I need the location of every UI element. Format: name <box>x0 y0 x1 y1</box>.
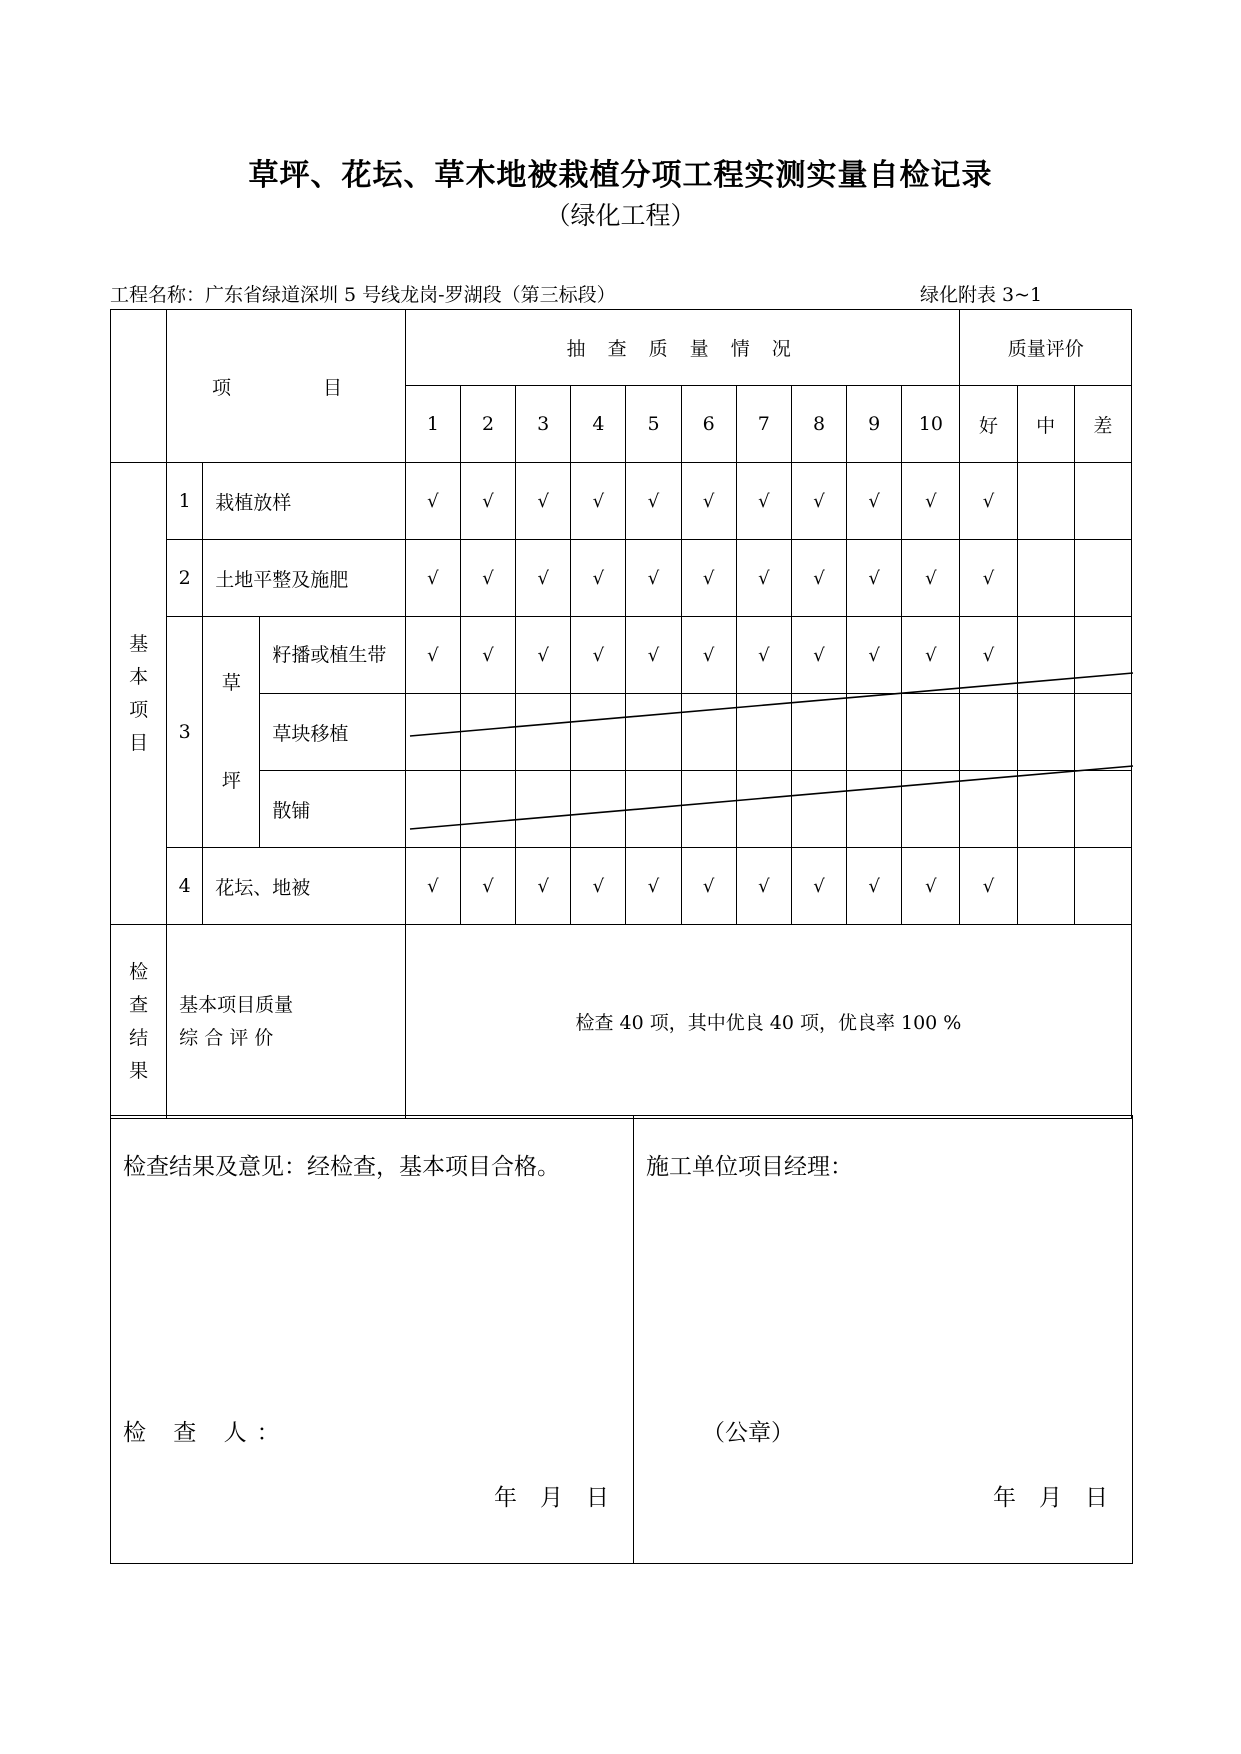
inspection-opinion: 检查结果及意见：经检查，基本项目合格。 <box>123 1154 560 1180</box>
inspector-label: 检 查 人： <box>123 1420 290 1446</box>
date-right: 年 月 日 <box>993 1485 1108 1511</box>
result-item: 基本项目质量 综 合 评 价 <box>167 925 406 1119</box>
col-header: 2 <box>460 386 515 463</box>
check-mark: √ <box>405 617 460 694</box>
grade-cell <box>1017 848 1074 925</box>
check-mark: √ <box>902 617 960 694</box>
check-mark: √ <box>460 540 515 617</box>
check-mark: √ <box>902 540 960 617</box>
col-header: 9 <box>847 386 902 463</box>
check-mark: √ <box>460 848 515 925</box>
check-mark: √ <box>405 540 460 617</box>
check-mark: √ <box>571 617 626 694</box>
check-mark: √ <box>681 540 736 617</box>
col-header: 8 <box>791 386 846 463</box>
check-mark: √ <box>960 617 1017 694</box>
col-header: 6 <box>681 386 736 463</box>
row-number: 4 <box>167 848 203 925</box>
check-mark: √ <box>736 617 791 694</box>
check-mark: √ <box>626 540 681 617</box>
row-name: 草块移植 <box>260 694 405 771</box>
seal-label: （公章） <box>702 1420 794 1446</box>
row-name: 籽播或植生带 <box>260 617 405 694</box>
check-mark: √ <box>736 848 791 925</box>
grade-cell <box>1017 463 1074 540</box>
check-mark: √ <box>405 848 460 925</box>
check-mark: √ <box>736 463 791 540</box>
form-subtitle: （绿化工程） <box>545 201 696 230</box>
check-mark: √ <box>460 463 515 540</box>
check-mark: √ <box>626 617 681 694</box>
inspection-table <box>110 309 1132 1119</box>
lawn-group-label: 草 坪 <box>203 617 260 848</box>
evaluation-header: 质量评价 <box>960 310 1132 386</box>
check-mark: √ <box>847 617 902 694</box>
col-header: 10 <box>902 386 960 463</box>
row-name: 土地平整及施肥 <box>203 540 406 617</box>
corner-cell <box>111 310 167 463</box>
check-mark: √ <box>516 848 571 925</box>
check-mark: √ <box>681 617 736 694</box>
check-mark: √ <box>626 463 681 540</box>
check-mark: √ <box>791 463 846 540</box>
manager-label: 施工单位项目经理： <box>646 1154 853 1180</box>
result-label: 检 查 结 果 <box>111 925 167 1119</box>
check-mark: √ <box>736 540 791 617</box>
check-mark: √ <box>960 463 1017 540</box>
check-mark: √ <box>516 463 571 540</box>
grade-cell <box>1074 848 1131 925</box>
check-mark: √ <box>571 463 626 540</box>
row-name: 散铺 <box>260 771 405 848</box>
inspection-opinion-cell <box>111 1116 634 1564</box>
check-mark: √ <box>626 848 681 925</box>
check-mark: √ <box>847 540 902 617</box>
check-mark: √ <box>791 617 846 694</box>
col-header: 5 <box>626 386 681 463</box>
row-number: 1 <box>167 463 203 540</box>
sign-table <box>110 1115 1133 1564</box>
row-number: 2 <box>167 540 203 617</box>
check-mark: √ <box>460 617 515 694</box>
manager-cell <box>634 1116 1133 1564</box>
result-summary: 检查 40 项，其中优良 40 项，优良率 100 % <box>405 925 1131 1119</box>
check-mark: √ <box>902 848 960 925</box>
check-mark: √ <box>847 848 902 925</box>
grade-header: 差 <box>1074 386 1131 463</box>
form-title: 草坪、花坛、草木地被栽植分项工程实测实量自检记录 <box>248 158 993 193</box>
section-label: 基 本 项 目 <box>111 463 167 925</box>
check-mark: √ <box>516 540 571 617</box>
row-number: 3 <box>167 617 203 848</box>
check-mark: √ <box>960 540 1017 617</box>
check-mark: √ <box>516 617 571 694</box>
check-mark: √ <box>681 848 736 925</box>
item-header: 项 目 <box>167 310 406 463</box>
col-header: 7 <box>736 386 791 463</box>
grade-cell <box>1074 617 1131 694</box>
col-header: 4 <box>571 386 626 463</box>
row-name: 花坛、地被 <box>203 848 406 925</box>
grade-cell <box>1074 540 1131 617</box>
check-mark: √ <box>960 848 1017 925</box>
check-mark: √ <box>791 848 846 925</box>
form-number: 绿化附表 3~1 <box>920 284 1043 306</box>
check-mark: √ <box>571 848 626 925</box>
grade-cell <box>1017 540 1074 617</box>
grade-header: 好 <box>960 386 1017 463</box>
col-header: 1 <box>405 386 460 463</box>
check-mark: √ <box>681 463 736 540</box>
grade-cell <box>1074 463 1131 540</box>
check-mark: √ <box>405 463 460 540</box>
grade-cell <box>1017 617 1074 694</box>
check-mark: √ <box>791 540 846 617</box>
grade-header: 中 <box>1017 386 1074 463</box>
project-name: 工程名称：广东省绿道深圳 5 号线龙岗-罗湖段（第三标段） <box>110 284 616 306</box>
check-mark: √ <box>902 463 960 540</box>
row-name: 栽植放样 <box>203 463 406 540</box>
date-left: 年 月 日 <box>494 1485 609 1511</box>
check-mark: √ <box>847 463 902 540</box>
col-header: 3 <box>516 386 571 463</box>
check-mark: √ <box>571 540 626 617</box>
inspection-header: 抽 查 质 量 情 况 <box>405 310 960 386</box>
